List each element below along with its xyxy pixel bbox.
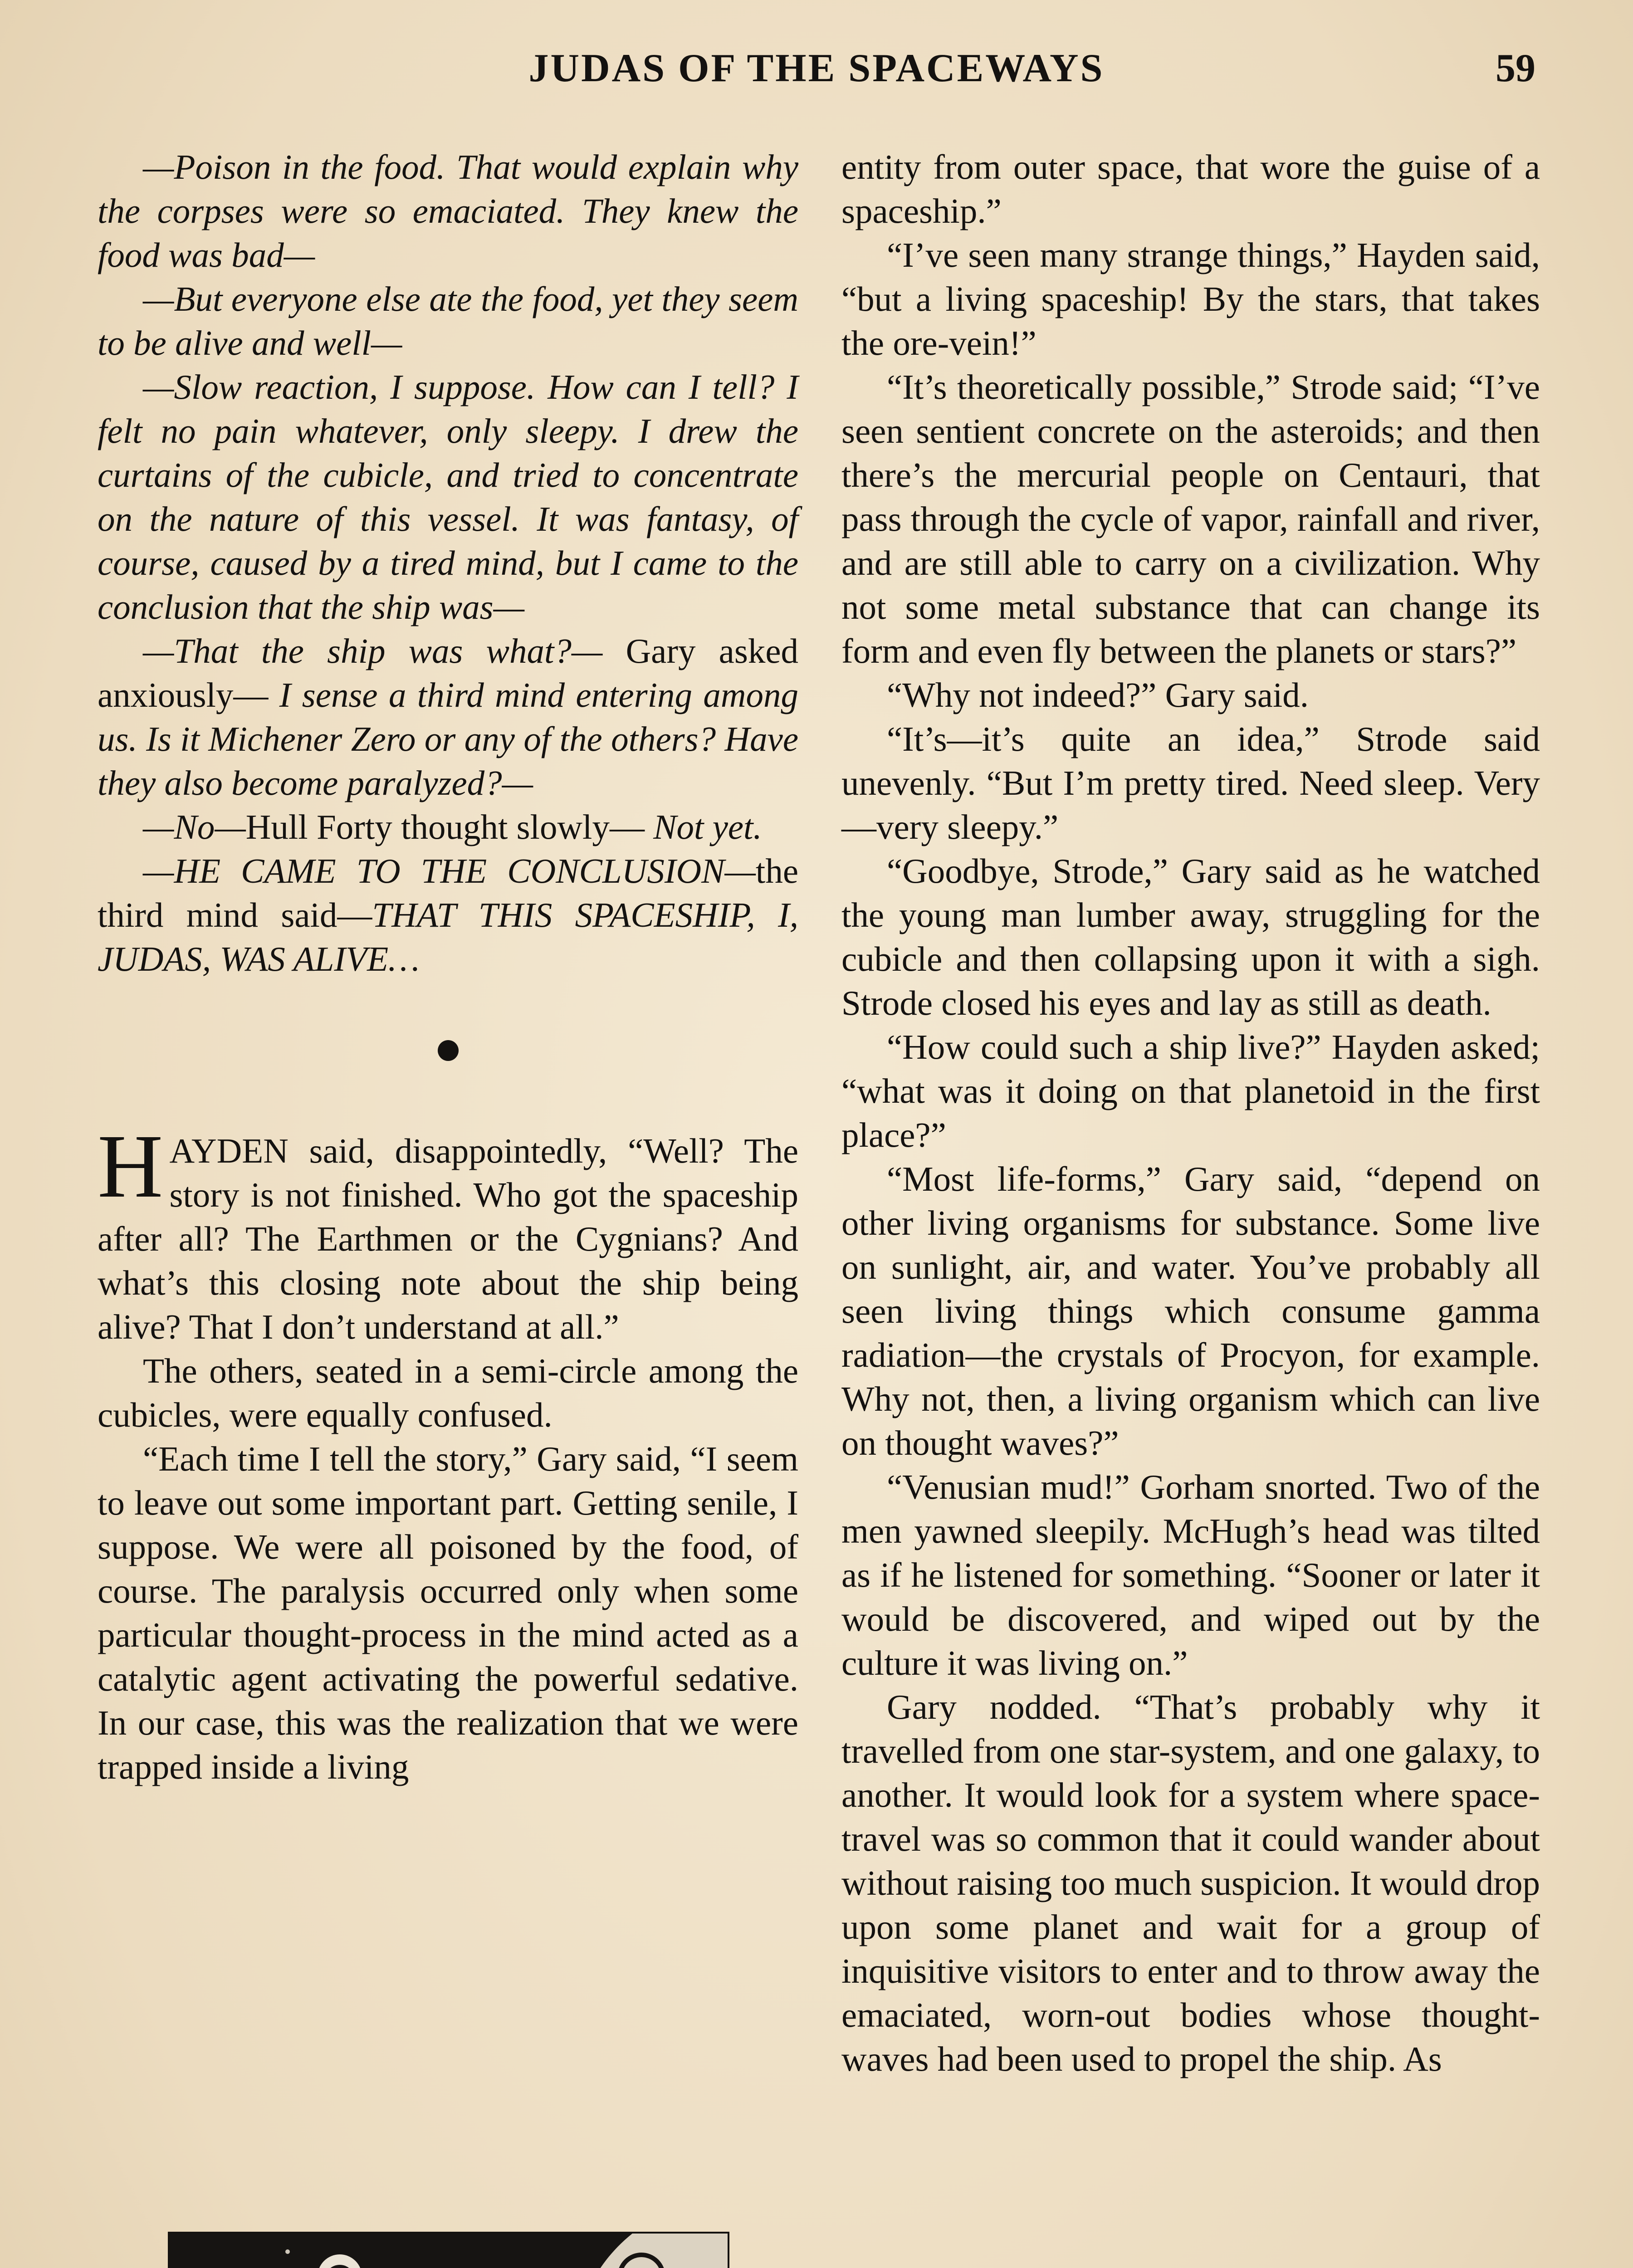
paragraph: “Each time I tell the story,” Gary said, “I seem to leave out some important part. Getting senile, I suppose. We were all poisoned by the food, of course. The paralysis occurred only when some particular thought-process in the mind acted as a catalytic agent activating the powerful sedative. In our case, this was the realization that we were trapped inside a living <box>98 1439 798 1786</box>
paragraph <box>98 849 798 981</box>
paragraph: —But everyone else ate the food, yet they seem to be alive and well— <box>98 279 798 362</box>
paragraph <box>98 1116 798 1349</box>
paragraph: “I’ve seen many strange things,” Hayden said, “but a living spaceship! By the stars, that takes the ore-vein!” <box>841 235 1540 362</box>
paragraph: The others, seated in a semi-circle among the cubicles, were equally confused. <box>98 1351 798 1434</box>
paragraph: “Goodbye, Strode,” Gary said as he watched the young man lumber away, struggling for the cubicle and then collapsing upon it with a sigh. Strode closed his eyes and lay as still as death. <box>841 851 1540 1022</box>
text-span: the third mind said— <box>98 851 798 934</box>
paragraph: “How could such a ship live?” Hayden asked; “what was it doing on that planetoid in the first place?” <box>841 1027 1540 1154</box>
paragraph <box>98 805 798 849</box>
page-header <box>98 45 1535 104</box>
text-span: —HE CAME TO THE CONCLUSION— <box>143 851 756 890</box>
section-break-bullet <box>438 1040 459 1061</box>
left-column <box>98 145 798 1789</box>
text-span: —That the ship was what?— <box>143 631 603 670</box>
paragraph: “Most life-forms,” Gary said, “depend on other living organisms for substance. Some live on sunlight, air, and water. You’ve probably all seen living things which consume gamma radiation—the crystals of Procyon, for example. Why not, then, a living organism which can live on thought waves?” <box>841 1159 1540 1462</box>
text-span: Hull Forty thought slowly— <box>245 807 654 846</box>
paragraph: “It’s—it’s quite an idea,” Strode said unevenly. “But I’m pretty tired. Need sleep. Very—very sleepy.” <box>841 719 1540 846</box>
text-span: THAT THIS SPACESHIP, I, JUDAS, WAS ALIVE… <box>98 895 798 978</box>
paragraph: entity from outer space, that wore the guise of a spaceship.” <box>841 147 1540 230</box>
paragraph: —Slow reaction, I suppose. How can I tell? I felt no pain whatever, only sleepy. I drew the curtains of the cubicle, and tried to concentrate on the nature of this vessel. It was fantasy, of course, caused by a tired mind, but I came to the conclusion that the ship was— <box>98 367 798 626</box>
paragraph <box>98 629 798 805</box>
drop-cap: H <box>98 1116 163 1217</box>
page-number: 59 <box>1496 46 1535 90</box>
paragraph: “Why not indeed?” Gary said. <box>887 675 1309 714</box>
paragraph: Gary nodded. “That’s probably why it travelled from one star-system, and one galaxy, to another. It would look for a system where space-travel was so common that it could wander about without raising too much suspicion. It would drop upon some planet and wait for a group of inquisitive visitors to enter and to throw away the emaciated, worn-out bodies whose thought-waves had been used to propel the ship. As <box>841 1687 1540 2078</box>
text-span: Gary asked anxiously— <box>98 631 798 714</box>
text-span: I sense a third mind entering among us. Is it Michener Zero or any of the others? Have they also become paralyzed?— <box>98 675 798 802</box>
paragraph: “It’s theoretically possible,” Strode said; “I’ve seen sentient concrete on the asteroids; and then there’s the mercurial people on Centauri, that pass through the cycle of vapor, rainfall and river, and are still able to carry on a civilization. Why not some metal substance that can change its form and even fly between the planets or stars?” <box>841 367 1540 670</box>
text-span: AYDEN said, disappointedly, “Well? The story is not finished. Who got the spaceship after all? The Earthmen or the Cygnians? And what’s this closing note about the ship being alive? That I don’t understand at all.” <box>98 1131 798 1346</box>
right-column <box>841 145 1540 2081</box>
paragraph: “Venusian mud!” Gorham snorted. Two of the men yawned sleepily. McHugh’s head was tilted as if he listened for something. “Sooner or later it would be discovered, and wiped out by the culture it was living on.” <box>841 1467 1540 1682</box>
astronaut-illustration <box>168 2232 729 2268</box>
running-title: JUDAS OF THE SPACEWAYS <box>528 46 1105 90</box>
paragraph: —Poison in the food. That would explain why the corpses were so emaciated. They knew the food was bad— <box>98 147 798 274</box>
text-span: —No— <box>143 807 246 846</box>
text-span: Not yet. <box>653 807 762 846</box>
